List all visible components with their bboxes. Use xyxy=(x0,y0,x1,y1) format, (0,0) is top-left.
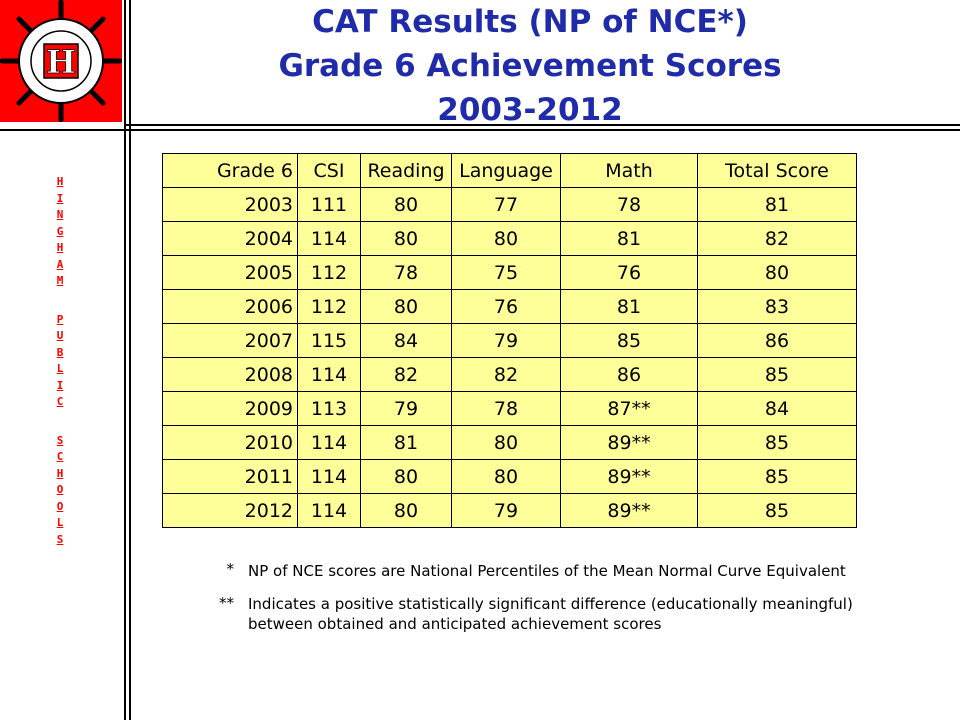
cell-reading: 80 xyxy=(361,460,452,494)
title-line-1: CAT Results (NP of NCE*) xyxy=(312,4,748,40)
cell-language: 82 xyxy=(452,358,561,392)
cell-reading: 81 xyxy=(361,426,452,460)
cell-reading: 82 xyxy=(361,358,452,392)
table-row xyxy=(163,222,857,256)
table-row xyxy=(163,324,857,358)
ships-wheel-icon xyxy=(0,0,122,122)
cell-math: 89** xyxy=(561,426,698,460)
cell-math: 87** xyxy=(561,392,698,426)
header-csi: CSI xyxy=(298,154,361,188)
table-row xyxy=(163,460,857,494)
header-reading: Reading xyxy=(361,154,452,188)
cell-language: 76 xyxy=(452,290,561,324)
cell-math: 81 xyxy=(561,290,698,324)
vertical-divider-2 xyxy=(129,0,131,720)
header-math: Math xyxy=(561,154,698,188)
footnote-text: Indicates a positive statistically significant difference (educationally meaningful) between obtained and anticipated achievement scores xyxy=(248,595,853,633)
cell-csi: 112 xyxy=(298,256,361,290)
school-name-word: P U B L I C xyxy=(56,312,64,408)
table-row xyxy=(163,290,857,324)
cell-grade: 2011 xyxy=(163,460,298,494)
cell-language: 77 xyxy=(452,188,561,222)
cell-grade: 2006 xyxy=(163,290,298,324)
cell-total-score: 85 xyxy=(698,426,857,460)
footnotes xyxy=(200,560,860,646)
cell-reading: 80 xyxy=(361,188,452,222)
footnote-1 xyxy=(200,560,860,582)
school-name-vertical xyxy=(36,174,84,570)
cell-total-score: 85 xyxy=(698,494,857,528)
table-row xyxy=(163,426,857,460)
cell-language: 80 xyxy=(452,460,561,494)
header-language: Language xyxy=(452,154,561,188)
cell-math: 78 xyxy=(561,188,698,222)
cell-grade: 2008 xyxy=(163,358,298,392)
cell-language: 79 xyxy=(452,494,561,528)
page-title xyxy=(240,0,820,132)
cell-csi: 114 xyxy=(298,460,361,494)
cell-csi: 114 xyxy=(298,358,361,392)
table-row xyxy=(163,256,857,290)
cell-csi: 113 xyxy=(298,392,361,426)
title-line-2: Grade 6 Achievement Scores xyxy=(278,48,782,84)
cell-math: 89** xyxy=(561,494,698,528)
header-grade: Grade 6 xyxy=(163,154,298,188)
header-total-score: Total Score xyxy=(698,154,857,188)
cell-grade: 2012 xyxy=(163,494,298,528)
cell-total-score: 84 xyxy=(698,392,857,426)
cell-csi: 114 xyxy=(298,494,361,528)
cell-total-score: 85 xyxy=(698,358,857,392)
cell-reading: 79 xyxy=(361,392,452,426)
svg-text:H: H xyxy=(45,43,77,81)
cell-csi: 114 xyxy=(298,426,361,460)
cell-language: 80 xyxy=(452,222,561,256)
cell-grade: 2005 xyxy=(163,256,298,290)
scores-table xyxy=(162,153,857,528)
cell-math: 86 xyxy=(561,358,698,392)
table-row xyxy=(163,358,857,392)
cell-reading: 80 xyxy=(361,290,452,324)
footnote-text: NP of NCE scores are National Percentiles of the Mean Normal Curve Equivalent xyxy=(248,562,846,580)
cell-grade: 2007 xyxy=(163,324,298,358)
cell-total-score: 85 xyxy=(698,460,857,494)
table-header-row xyxy=(163,154,857,188)
school-logo xyxy=(0,0,122,122)
cell-language: 79 xyxy=(452,324,561,358)
cell-language: 75 xyxy=(452,256,561,290)
cell-total-score: 86 xyxy=(698,324,857,358)
cell-total-score: 82 xyxy=(698,222,857,256)
cell-csi: 114 xyxy=(298,222,361,256)
cell-language: 80 xyxy=(452,426,561,460)
cell-grade: 2010 xyxy=(163,426,298,460)
footnote-symbol: ** xyxy=(219,594,234,612)
school-name-word: H I N G H A M xyxy=(56,175,64,287)
cell-csi: 111 xyxy=(298,188,361,222)
cell-total-score: 80 xyxy=(698,256,857,290)
cell-grade: 2004 xyxy=(163,222,298,256)
table-row xyxy=(163,392,857,426)
cell-total-score: 81 xyxy=(698,188,857,222)
cell-reading: 80 xyxy=(361,222,452,256)
cell-reading: 78 xyxy=(361,256,452,290)
footnote-symbol: * xyxy=(226,560,234,578)
cell-math: 85 xyxy=(561,324,698,358)
cell-total-score: 83 xyxy=(698,290,857,324)
table-row xyxy=(163,188,857,222)
title-line-3: 2003-2012 xyxy=(437,92,623,128)
cell-csi: 112 xyxy=(298,290,361,324)
cell-language: 78 xyxy=(452,392,561,426)
cell-csi: 115 xyxy=(298,324,361,358)
cell-grade: 2003 xyxy=(163,188,298,222)
cell-reading: 80 xyxy=(361,494,452,528)
table-row xyxy=(163,494,857,528)
school-name-word: S C H O O L S xyxy=(56,433,64,546)
cell-reading: 84 xyxy=(361,324,452,358)
footnote-2 xyxy=(200,594,860,634)
cell-math: 89** xyxy=(561,460,698,494)
cell-math: 76 xyxy=(561,256,698,290)
vertical-divider-1 xyxy=(124,0,126,720)
cell-math: 81 xyxy=(561,222,698,256)
cell-grade: 2009 xyxy=(163,392,298,426)
